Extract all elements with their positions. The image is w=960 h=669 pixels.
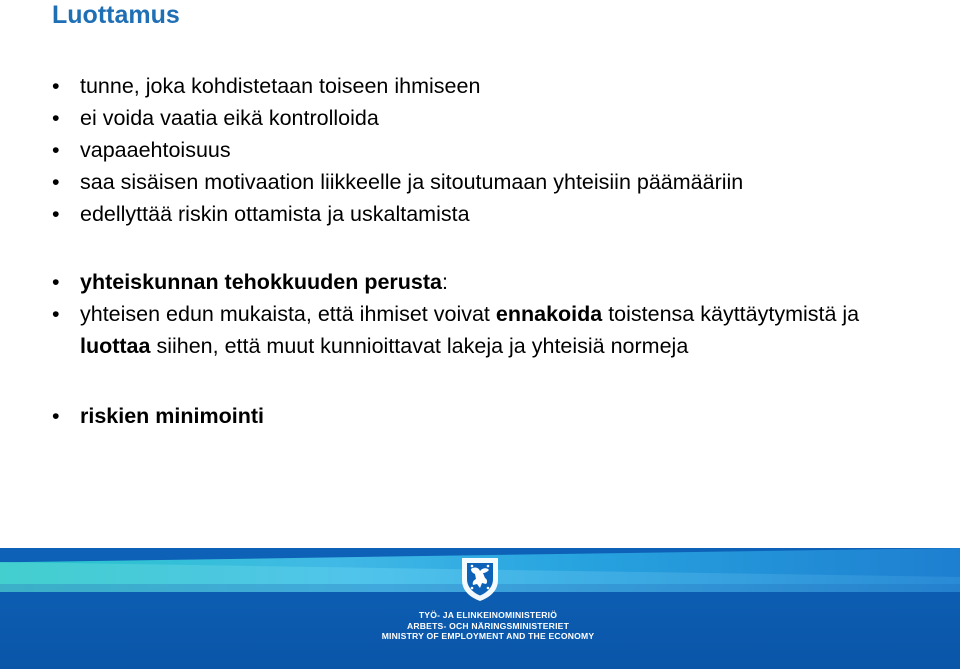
lion-crest-icon (458, 554, 502, 602)
list-item-text: saa sisäisen motivaation liikkeelle ja sitoutumaan yhteisiin päämääriin (80, 170, 744, 194)
ministry-name-en: MINISTRY OF EMPLOYMENT AND THE ECONOMY (381, 631, 595, 641)
list-item-text: edellyttää riskin ottamista ja uskaltamista (80, 202, 470, 226)
paragraph-item (52, 298, 932, 362)
paragraph-text-2: toistensa käyttäytymistä ja (602, 302, 860, 326)
section-heading-item (52, 266, 932, 298)
list-item (52, 166, 932, 198)
list-item-text: vapaaehtoisuus (80, 138, 231, 162)
list-item (52, 102, 932, 134)
footer-banner (0, 548, 960, 669)
paragraph-text-1: yhteisen edun mukaista, että ihmiset voivat (80, 302, 496, 326)
list-item (52, 198, 932, 230)
bullet-dot: • (52, 202, 60, 226)
list-item-text: tunne, joka kohdistetaan toiseen ihmiseen (80, 74, 481, 98)
ministry-name-fi: TYÖ- JA ELINKEINOMINISTERIÖ (418, 610, 558, 620)
ministry-name-sv: ARBETS- OCH NÄRINGSMINISTERIET (406, 620, 570, 631)
ministry-name (378, 610, 598, 642)
page-title: Luottamus (52, 1, 180, 29)
list-item (52, 70, 932, 102)
bullet-list (52, 70, 932, 432)
bullet-dot: • (52, 302, 60, 326)
bullet-dot: • (52, 404, 60, 428)
section-heading: yhteiskunnan tehokkuuden perusta (80, 270, 442, 294)
section-heading-suffix: : (441, 270, 448, 294)
paragraph-bold-ennakoida: ennakoida (495, 302, 603, 326)
bullet-dot: • (52, 106, 60, 130)
bullet-dot: • (52, 170, 60, 194)
bullet-dot: • (52, 270, 60, 294)
bullet-dot: • (52, 138, 60, 162)
bullet-dot: • (52, 74, 60, 98)
list-item (52, 134, 932, 166)
list-item (52, 400, 932, 432)
list-item-text: ei voida vaatia eikä kontrolloida (80, 106, 379, 130)
paragraph-text-3: siihen, että muut kunnioittavat lakeja ja yhteisiä normeja (150, 334, 689, 358)
list-item-bold-text: riskien minimointi (80, 404, 264, 428)
paragraph-bold-luottaa: luottaa (80, 334, 151, 358)
